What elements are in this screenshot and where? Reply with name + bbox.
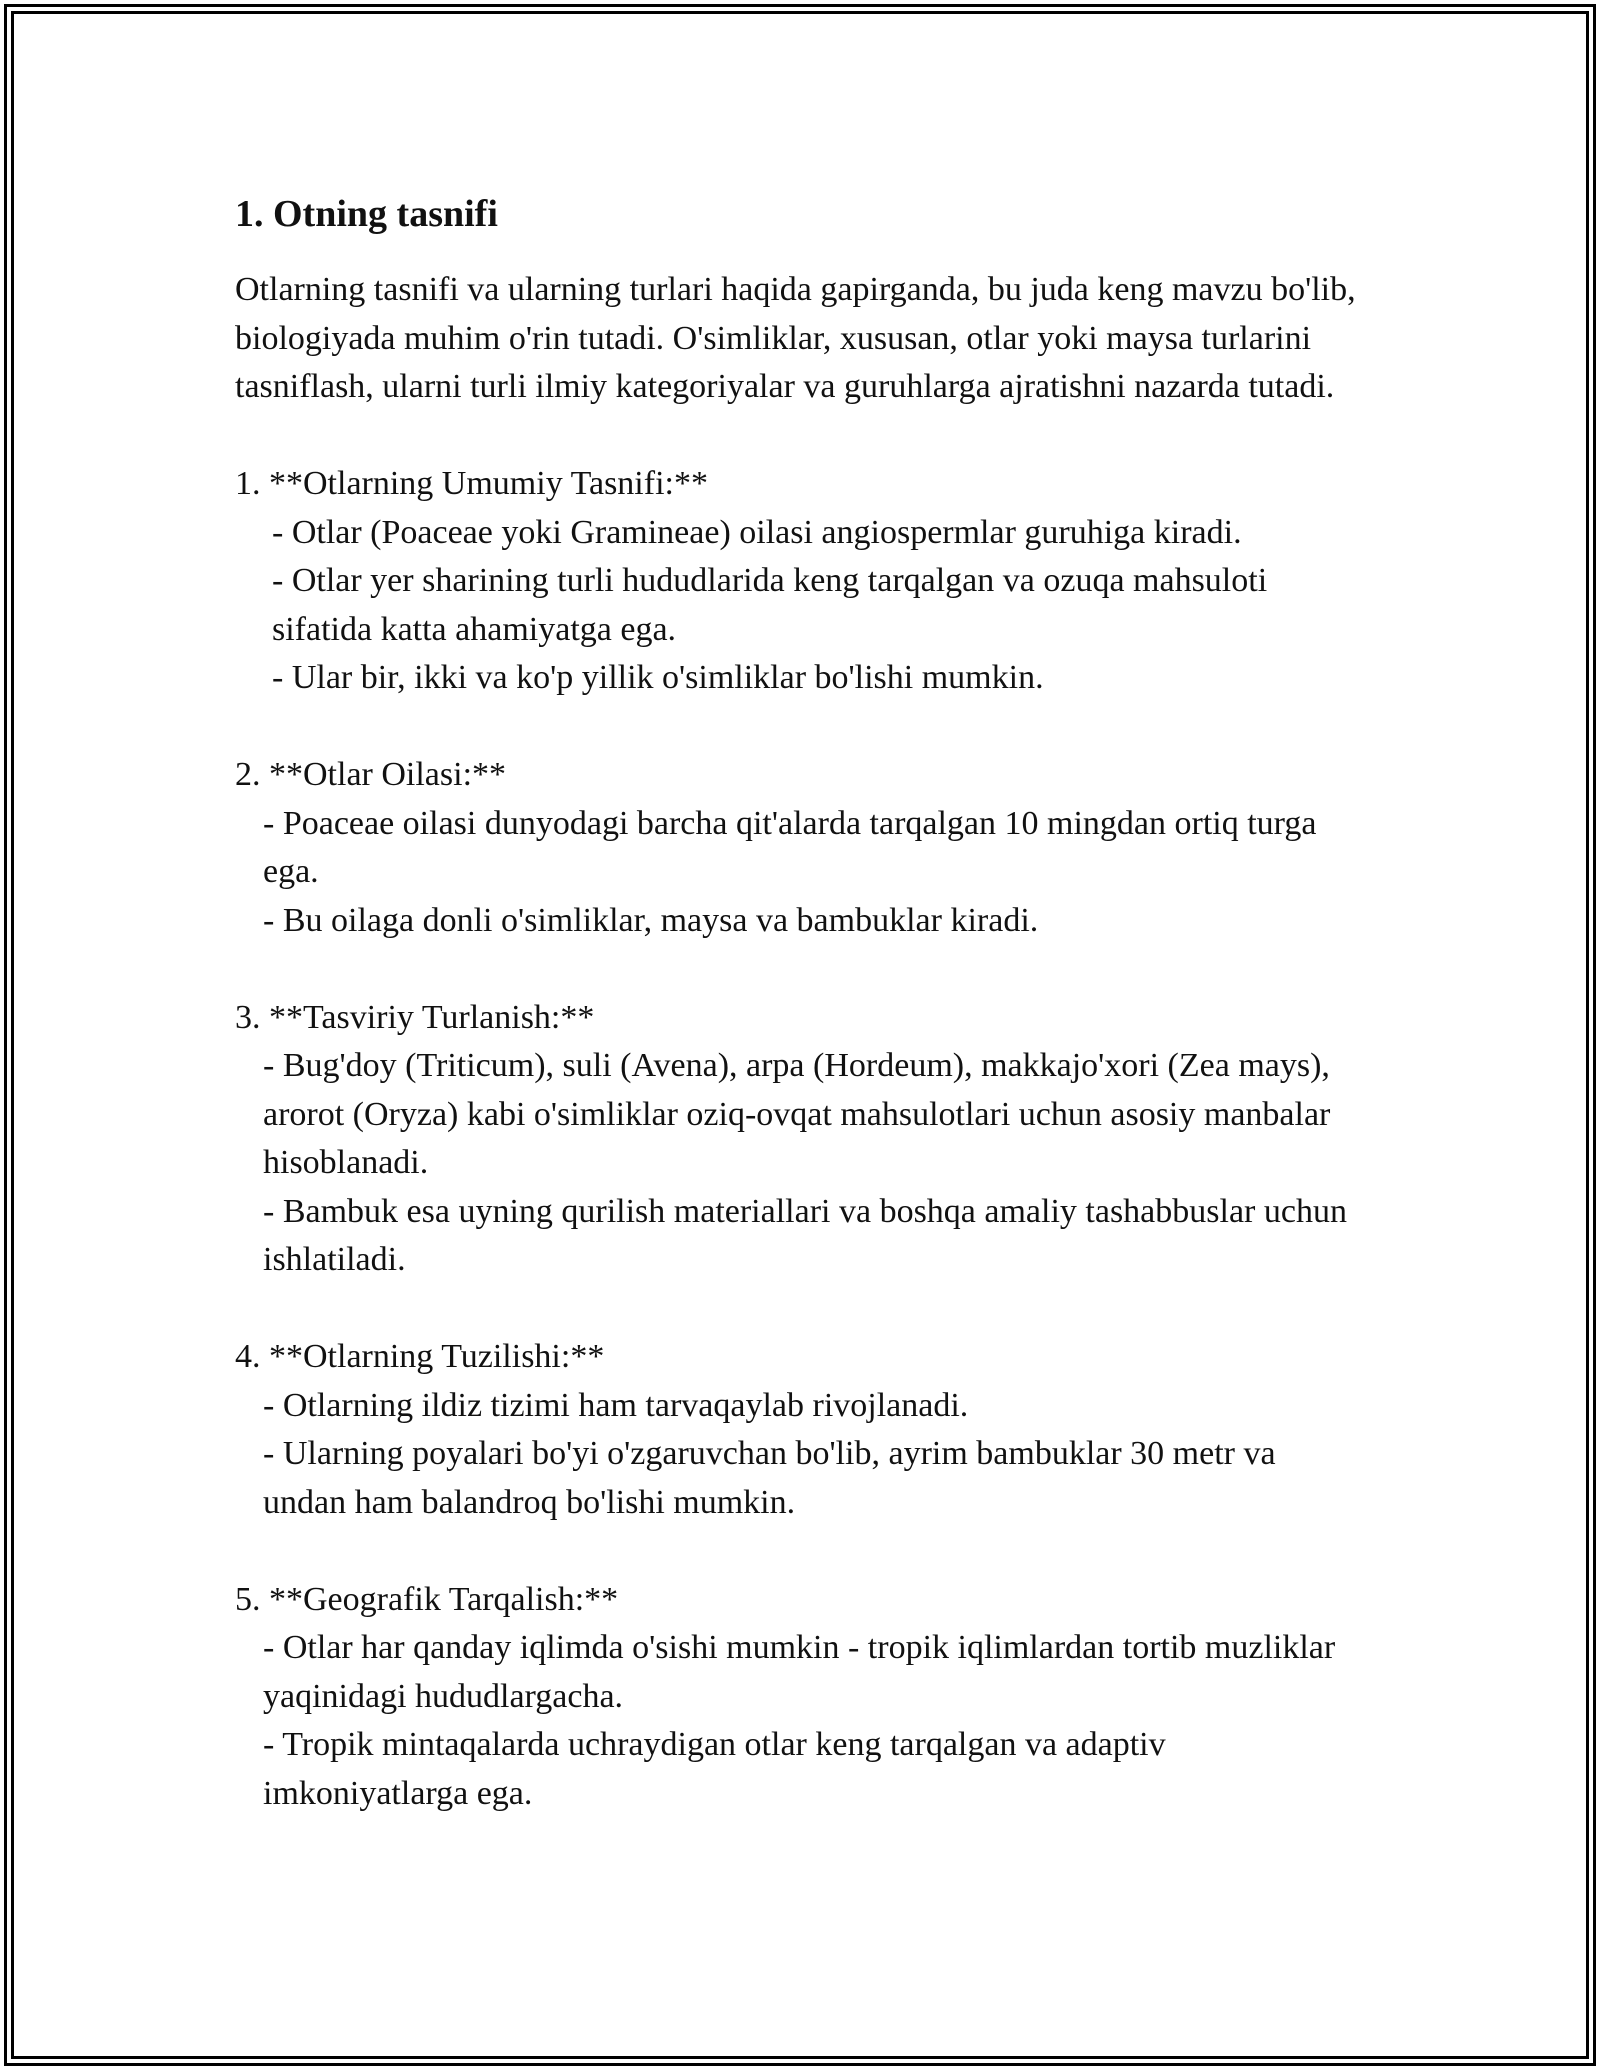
list-item: - Bambuk esa uyning qurilish materiallari va boshqa amaliy tashabbuslar uchun ishlatiladi.	[263, 1192, 1356, 1278]
list-item: - Tropik mintaqalarda uchraydigan otlar keng tarqalgan va adaptiv imkoniyatlarga ega.	[263, 1726, 1175, 1812]
section-structure	[235, 1333, 1365, 1527]
section-geographic-distribution	[235, 1576, 1365, 1819]
section-heading: 5. **Geografik Tarqalish:**	[235, 1580, 619, 1618]
section-general-classification	[235, 460, 1365, 703]
section-grass-family	[235, 751, 1365, 945]
section-heading: 3. **Tasviriy Turlanish:**	[235, 998, 595, 1036]
section-heading: 2. **Otlar Oilasi:**	[235, 756, 507, 793]
section-descriptive-variety	[235, 994, 1365, 1285]
list-item: - Otlar har qanday iqlimda o'sishi mumkin - tropik iqlimlardan tortib muzliklar yaqinidagi hududlargacha.	[263, 1629, 1344, 1715]
list-item: - Otlar yer sharining turli hududlarida keng tarqalgan va ozuqa mahsuloti sifatida katta ahamiyatga ega.	[272, 562, 1276, 648]
section-heading: 1. **Otlarning Umumiy Tasnifi:**	[235, 465, 708, 502]
document-title: 1. Otning tasnifi	[235, 193, 498, 235]
list-item: - Otlar (Poaceae yoki Gramineae) oilasi angiospermlar guruhiga kiradi.	[272, 513, 1242, 551]
list-item: - Ularning poyalari bo'yi o'zgaruvchan bo'lib, ayrim bambuklar 30 metr va undan ham balandroq bo'lishi mumkin.	[263, 1435, 1285, 1521]
list-item: - Bug'doy (Triticum), suli (Avena), arpa (Hordeum), makkajo'xori (Zea mays), arorot (Oryza) kabi o'simliklar oziq-ovqat mahsulotlari uchun asosiy manbalar hisoblanadi.	[263, 1047, 1339, 1181]
list-item: - Otlarning ildiz tizimi ham tarvaqaylab rivojlanadi.	[263, 1386, 969, 1424]
intro-paragraph: Otlarning tasnifi va ularning turlari haqida gapirganda, bu juda keng mavzu bo'lib, biologiyada muhim o'rin tutadi. O'simliklar, xususan, otlar yoki maysa turlarini tasniflash, ularni turli ilmiy kategoriyalar va guruhlarga ajratishni nazarda tutadi.	[235, 271, 1365, 405]
document-body	[235, 186, 1365, 1818]
list-item: - Ular bir, ikki va ko'p yillik o'simliklar bo'lishi mumkin.	[272, 659, 1044, 696]
section-heading: 4. **Otlarning Tuzilishi:**	[235, 1338, 605, 1375]
list-item: - Bu oilaga donli o'simliklar, maysa va bambuklar kiradi.	[263, 901, 1039, 939]
list-item: - Poaceae oilasi dunyodagi barcha qit'alarda tarqalgan 10 mingdan ortiq turga ega.	[263, 804, 1325, 890]
